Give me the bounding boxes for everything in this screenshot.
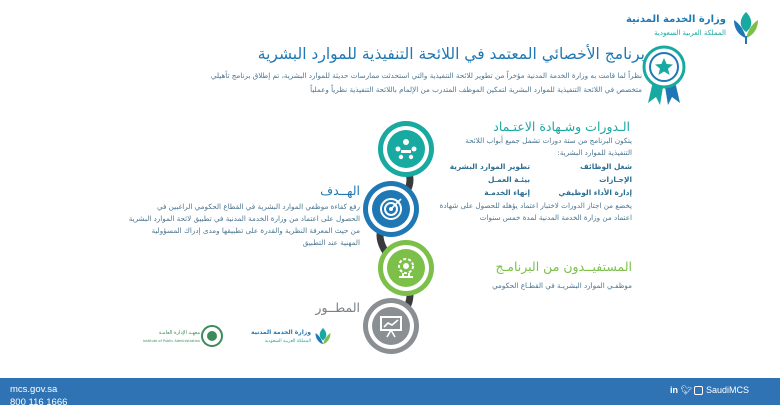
developer-heading: المطــور <box>315 300 360 315</box>
target-icon <box>378 196 404 222</box>
developer-logo2-subtitle: Institute of Public Administration <box>142 339 200 343</box>
list-item: الإجـازات <box>599 175 632 184</box>
instagram-icon[interactable] <box>694 386 703 395</box>
footer-website[interactable]: mcs.gov.sa <box>10 384 58 395</box>
page-title: برنامج الأخصائي المعتمد في اللائحة التنفيذية للموارد البشرية <box>257 45 645 63</box>
twitter-icon[interactable]: 🐦︎ <box>680 385 692 395</box>
goal-line-1: رفع كفاءة موظفي الموارد البشرية في القطاع الحكومي الراغبين في <box>156 202 360 211</box>
list-item: إنهاء الخدمـة <box>484 188 530 197</box>
goal-line-4: المهنية عند التطبيق <box>302 238 360 247</box>
developer-logo1-title: وزارة الخدمة المدنية <box>250 329 311 336</box>
logo-title: وزارة الخدمة المدنية <box>625 14 726 25</box>
header-logo <box>620 8 770 50</box>
list-item: شغل الوظائف <box>580 162 632 171</box>
mcs-leaf-logo-icon <box>313 326 333 350</box>
footer-bar <box>0 378 780 408</box>
goal-line-3: من حيث المعرفة النظرية والقدرة على تطبيقها ومدى إدراك المسؤولية <box>151 226 360 235</box>
certificate-line-2: اعتماد من وزارة الخدمة المدنية لمدة خمس سنوات <box>479 213 632 222</box>
list-item: تطوير الموارد البشرية <box>449 162 530 171</box>
courses-list-left <box>420 160 530 199</box>
award-ribbon-icon <box>640 45 688 107</box>
list-item: إدارة الأداء الوظيفي <box>558 188 632 197</box>
timeline-node-4 <box>363 298 419 354</box>
team-meeting-icon <box>393 136 419 162</box>
brain-gear-icon <box>393 255 419 281</box>
developer-logo-ipa <box>142 322 240 356</box>
ipa-emblem-icon <box>200 324 224 348</box>
footer-phone[interactable]: 800 116 1666 <box>10 397 68 408</box>
courses-desc-2: التنفيذية للموارد البشرية: <box>557 148 632 157</box>
timeline-node-3 <box>378 240 434 296</box>
courses-list-right <box>532 160 632 199</box>
goal-line-2: الحصول على اعتماد من وزارة الخدمة المدنية في تطبيق لائحة الموارد البشرية <box>128 214 360 223</box>
courses-desc-1: يتكون البرنامج من ستة دورات تشمل جميع أبواب اللائحة <box>465 136 632 145</box>
developer-logo1-subtitle: المملكة العربية السعودية <box>264 339 311 344</box>
beneficiaries-text: موظفـي الموارد البشريـة في القطـاع الحكومي <box>492 281 632 290</box>
certificate-line-1: يخضع من اجتاز الدورات لاختبار اعتماد يؤهله للحصول على شهادة <box>439 201 632 210</box>
intro-line-1: نظراً لما قامت به وزارة الخدمة المدنية مؤخراً من تطوير للائحة التنفيذية والتي استحدثت ممارسات حديثة للموارد البشرية، تم إطلاق برنامج تأهيلي <box>210 71 642 80</box>
timeline-node-2 <box>363 181 419 237</box>
courses-heading: الـدورات وشـهادة الاعتـماد <box>493 119 630 134</box>
logo-subtitle: المملكة العربية السعودية <box>654 29 726 37</box>
list-item: بيئـة العمـل <box>488 175 530 184</box>
timeline-node-1 <box>378 121 434 177</box>
social-handle[interactable]: SaudiMCS <box>705 385 750 395</box>
presentation-board-icon <box>378 313 404 339</box>
developer-logo2-title: معهـد الإدارة العامـة <box>158 330 200 336</box>
goal-heading: الهــدف <box>320 183 360 198</box>
beneficiaries-heading: المستفيــدون من البرنامـج <box>495 259 632 274</box>
linkedin-icon[interactable]: in <box>670 385 678 395</box>
footer-social <box>670 385 749 396</box>
mcs-leaf-logo-icon <box>730 10 762 46</box>
developer-logo-mcs <box>243 322 333 356</box>
intro-line-2: متخصص في اللائحة التنفيذية للموارد البشرية لتمكين الموظف المتدرب من الإلمام باللائحة التنفيذية نظرياً وعملياً <box>310 85 642 94</box>
